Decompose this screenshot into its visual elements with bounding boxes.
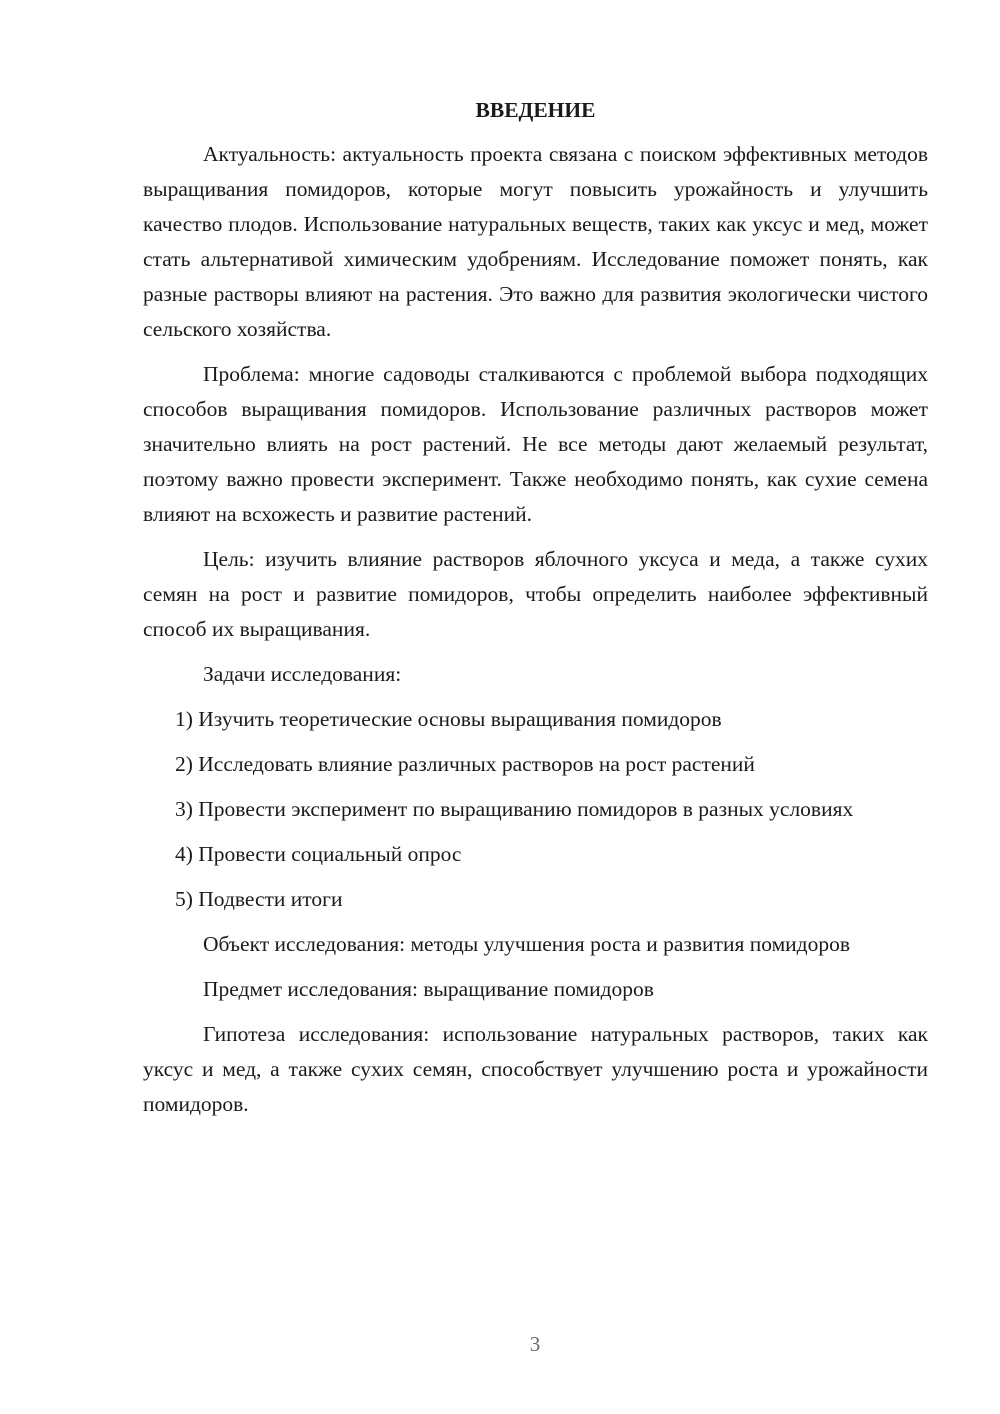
paragraph-tasks-intro: Задачи исследования: [203,662,402,686]
paragraph-hypothesis: Гипотеза исследования: использование натуральных растворов, таких как уксус и мед, а также сухих семян, способствует улучшению роста и урожайности помидоров. [143,1022,928,1116]
section-heading: ВВЕДЕНИЕ [475,98,596,122]
paragraph-relevance: Актуальность: актуальность проекта связана с поиском эффективных методов выращивания помидоров, которые могут повысить урожайность и улучшить качество плодов. Использование натуральных веществ, таких как уксус и мед, может стать альтернативой химическим удобрениям. Исследование поможет понять, как разные растворы влияют на растения. Это важно для развития экологически чистого сельского хозяйства. [143,142,928,341]
task-item: 4) Провести социальный опрос [175,842,462,866]
paragraph-goal: Цель: изучить влияние растворов яблочного уксуса и меда, а также сухих семян на рост и развитие помидоров, чтобы определить наиболее эффективный способ их выращивания. [143,547,928,641]
task-item: 3) Провести эксперимент по выращиванию помидоров в разных условиях [175,797,854,821]
page-content [143,94,928,1132]
paragraph-problem: Проблема: многие садоводы сталкиваются с проблемой выбора подходящих способов выращивания помидоров. Использование различных растворов может значительно влиять на рост растений. Не все методы дают желаемый результат, поэтому важно провести эксперимент. Также необходимо понять, как сухие семена влияют на всхожесть и развитие растений. [143,362,928,526]
paragraph-subject: Предмет исследования: выращивание помидоров [203,977,654,1001]
task-item: 2) Исследовать влияние различных растворов на рост растений [175,752,755,776]
paragraph-object: Объект исследования: методы улучшения роста и развития помидоров [203,932,851,956]
task-item: 5) Подвести итоги [175,887,343,911]
page-number: 3 [529,1332,541,1356]
task-item: 1) Изучить теоретические основы выращивания помидоров [175,707,722,731]
